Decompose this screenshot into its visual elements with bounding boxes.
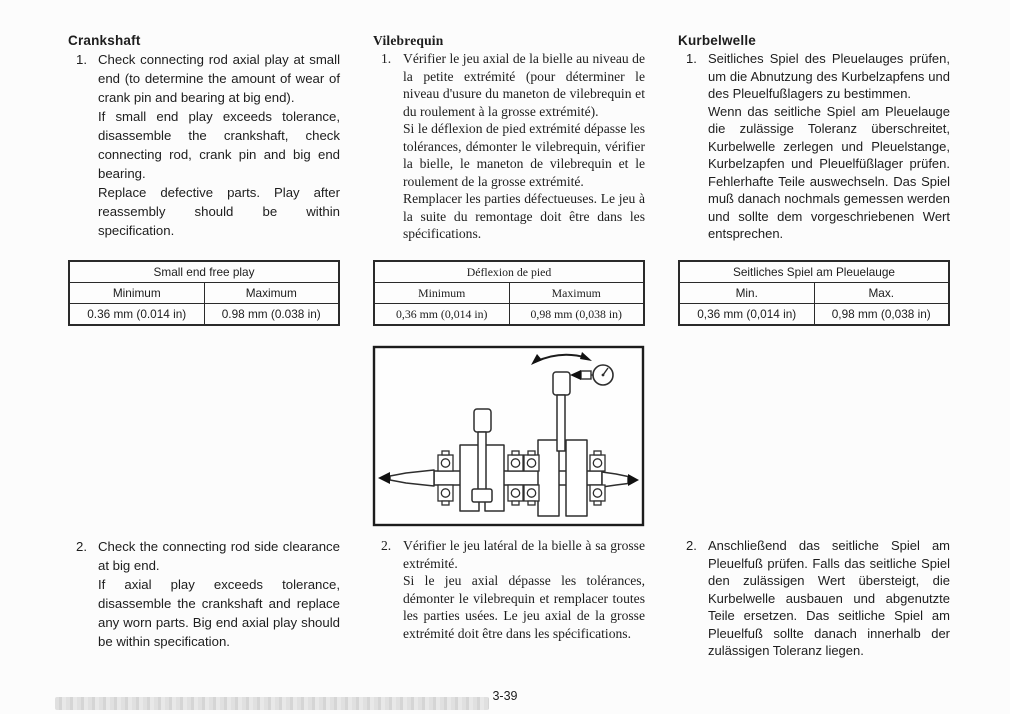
paragraph: Remplacer les parties défectueuses. Le jeu à la suite du remontage doit être dans les spécifications. xyxy=(403,191,645,241)
list-number: 2. xyxy=(686,538,697,553)
table-header-min: Minimum xyxy=(374,283,509,304)
table-header-max: Max. xyxy=(814,283,949,304)
list-body xyxy=(403,50,645,243)
list-item-2-french xyxy=(373,537,645,642)
crankshaft-figure xyxy=(372,345,645,527)
column-english xyxy=(68,33,340,693)
column-german xyxy=(678,33,950,693)
paragraph: Wenn das seitliche Spiel am Pleuelauge die zulässige Toleranz überschreitet, Kurbelwelle zerlegen und Pleuelstange, Kurbelzapfen und Pleuelfüßlager prüfen. Fehlerhafte Teile auswechseln. Das Spiel muß danach nochmals gemessen werden und sollte dem vorgeschriebenen Wert entsprechen. xyxy=(708,103,950,241)
paragraph: Replace defective parts. Play after reassembly should be within specification. xyxy=(98,185,340,238)
list-body xyxy=(708,537,950,660)
paragraph: Check the connecting rod side clearance at big end. xyxy=(98,539,340,573)
list-body xyxy=(98,537,340,651)
list-item-1-english xyxy=(68,50,340,240)
table-header-min: Min. xyxy=(679,283,814,304)
paragraph: Vérifier le jeu axial de la bielle au niveau de la petite extrémité (pour déterminer le niveau d'usure du maneton de vilebrequin et du roulement à la grosse extrémité). xyxy=(403,51,645,119)
table-value-min: 0,36 mm (0,014 in) xyxy=(679,304,814,326)
table-value-min: 0.36 mm (0.014 in) xyxy=(69,304,204,326)
table-value-max: 0,98 mm (0,038 in) xyxy=(814,304,949,326)
section-heading-french: Vilebrequin xyxy=(373,33,444,48)
paragraph: Si le déflexion de pied extrémité dépasse les tolérances, démonter le vilebrequin, vérifier la bielle, le maneton de vilebrequin et le roulement de la grosse extrémité. xyxy=(403,121,645,189)
list-number: 2. xyxy=(76,539,87,554)
table-title: Seitliches Spiel am Pleuelauge xyxy=(679,261,949,283)
table-value-max: 0,98 mm (0,038 in) xyxy=(509,304,644,326)
list-item-2-german xyxy=(678,537,950,660)
table-value-max: 0.98 mm (0.038 in) xyxy=(204,304,339,326)
spec-table-german xyxy=(678,260,950,326)
table-header-max: Maximum xyxy=(509,283,644,304)
paragraph: Si le jeu axial dépasse les tolérances, démonter le vilebrequin et remplacer toutes les parties usées. Le jeu axial de la grosse extrémité doit être dans les spécifications. xyxy=(403,573,645,641)
section-heading-english: Crankshaft xyxy=(68,33,141,48)
list-number: 2. xyxy=(381,538,392,553)
paragraph: Seitliches Spiel des Pleuelauges prüfen, um die Abnutzung des Kurbelzapfens und des Pleuelfußlagers zu bestimmen. xyxy=(708,51,950,101)
paragraph: If small end play exceeds tolerance, disassemble the crankshaft, check connecting rod, crank pin and big end bearing. xyxy=(98,109,340,181)
spec-table-french xyxy=(373,260,645,326)
list-body xyxy=(708,50,950,243)
list-body xyxy=(98,50,340,240)
crankshaft-diagram xyxy=(372,345,645,527)
table-title: Déflexion de pied xyxy=(374,261,644,283)
list-number: 1. xyxy=(686,51,697,66)
table-header-max: Maximum xyxy=(204,283,339,304)
list-item-1-french xyxy=(373,50,645,243)
spec-table-english xyxy=(68,260,340,326)
list-item-2-english xyxy=(68,537,340,651)
table-title: Small end free play xyxy=(69,261,339,283)
paragraph: If axial play exceeds tolerance, disassemble the crankshaft and replace any worn parts. Big end axial play should be within specification. xyxy=(98,577,340,649)
list-number: 1. xyxy=(76,52,87,67)
list-item-1-german xyxy=(678,50,950,243)
list-body xyxy=(403,537,645,642)
paragraph: Check connecting rod axial play at small end (to determine the amount of wear of crank pin and bearing at big end). xyxy=(98,52,340,105)
table-header-min: Minimum xyxy=(69,283,204,304)
paragraph: Vérifier le jeu latéral de la bielle à sa grosse extrémité. xyxy=(403,538,645,571)
page-number: 3-39 xyxy=(492,689,518,703)
section-heading-german: Kurbelwelle xyxy=(678,33,756,48)
list-number: 1. xyxy=(381,51,392,66)
table-value-min: 0,36 mm (0,014 in) xyxy=(374,304,509,326)
paragraph: Anschließend das seitliche Spiel am Pleuelfuß prüfen. Falls das seitliche Spiel den zulässigen Wert übersteigt, die Kurbelwelle ausbauen und abgenutzte Teile ersetzen. Das seitliche Spiel am Pleuelfuß sollte danach innerhalb der zulässigen Toleranz liegen. xyxy=(708,538,950,658)
